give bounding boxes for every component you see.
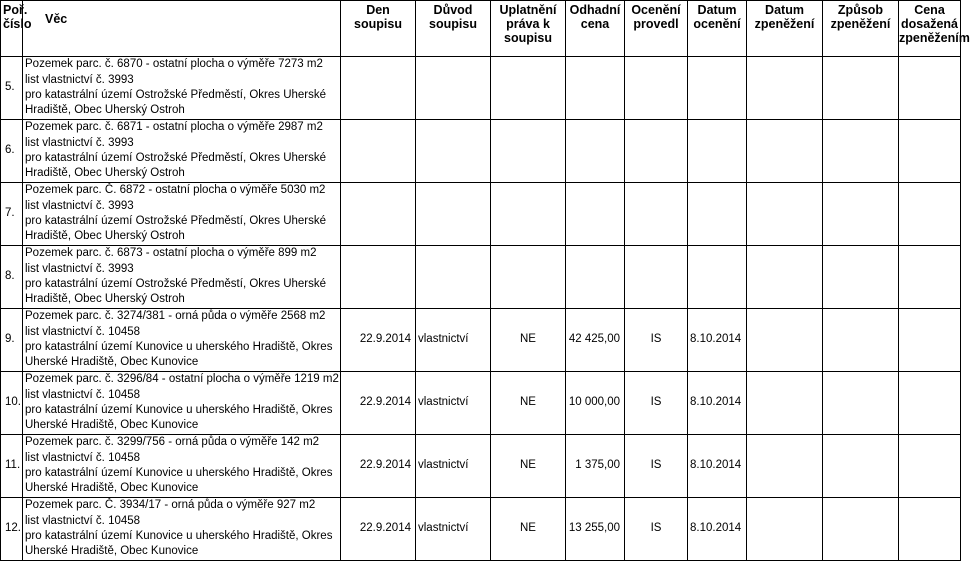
item-description-line: pro katastrální území Kunovice u uherského Hradiště, Okres	[25, 467, 333, 479]
claim-cell: NE	[491, 498, 566, 561]
item-description-line: list vlastnictví č. 10458	[25, 451, 141, 464]
item-description-line: pro katastrální území Kunovice u uherského Hradiště, Okres	[25, 341, 333, 353]
item-description	[23, 435, 341, 498]
price-cell: 13 255,00	[566, 498, 625, 561]
sale-date-cell	[747, 57, 823, 120]
header-appraisal-date: Datum ocenění	[688, 1, 747, 57]
price-cell: 42 425,00	[566, 309, 625, 372]
sale-method-cell	[823, 183, 899, 246]
header-record-date: Den soupisu	[341, 1, 416, 57]
sale-price-cell	[899, 435, 961, 498]
header-reason: Důvod soupisu	[416, 1, 491, 57]
item-description-line: pro katastrální území Ostrožské Předměstí, Okres Uherské	[25, 89, 327, 101]
price-cell: 1 375,00	[566, 435, 625, 498]
item-description	[23, 246, 341, 309]
claim-cell: NE	[491, 309, 566, 372]
appraisal-date-cell	[688, 120, 747, 183]
item-description-line: list vlastnictví č. 10458	[25, 514, 141, 527]
claim-cell	[491, 183, 566, 246]
sale-method-cell	[823, 246, 899, 309]
table-row	[1, 498, 961, 561]
sale-price-cell	[899, 57, 961, 120]
row-number: 7.	[1, 183, 23, 246]
record-date-cell	[341, 120, 416, 183]
item-description	[23, 120, 341, 183]
table-row	[1, 183, 961, 246]
header-sale-price: Cena dosažená zpeněžením	[899, 1, 961, 57]
sale-date-cell	[747, 435, 823, 498]
item-description-line: list vlastnictví č. 10458	[25, 388, 141, 401]
row-number: 10.	[1, 372, 23, 435]
claim-cell: NE	[491, 435, 566, 498]
item-description-line: Hradiště, Obec Uherský Ostroh	[25, 167, 185, 180]
header-sale-method: Způsob zpeněžení	[823, 1, 899, 57]
appraisal-cell: IS	[625, 372, 688, 435]
appraisal-cell	[625, 57, 688, 120]
reason-cell: vlastnictví	[416, 372, 491, 435]
item-description-line: Hradiště, Obec Uherský Ostroh	[25, 293, 185, 306]
appraisal-cell: IS	[625, 309, 688, 372]
sale-price-cell	[899, 120, 961, 183]
claim-cell	[491, 246, 566, 309]
price-cell	[566, 57, 625, 120]
appraisal-date-cell: 8.10.2014	[688, 435, 747, 498]
record-date-cell: 22.9.2014	[341, 309, 416, 372]
sale-date-cell	[747, 246, 823, 309]
reason-cell: vlastnictví	[416, 309, 491, 372]
price-cell	[566, 246, 625, 309]
item-description-line: pro katastrální území Kunovice u uherského Hradiště, Okres	[25, 530, 333, 542]
table-row	[1, 435, 961, 498]
appraisal-date-cell	[688, 183, 747, 246]
price-cell: 10 000,00	[566, 372, 625, 435]
header-appraisal: Ocenění provedl	[625, 1, 688, 57]
record-date-cell: 22.9.2014	[341, 498, 416, 561]
sale-method-cell	[823, 309, 899, 372]
record-date-cell	[341, 246, 416, 309]
record-date-cell: 22.9.2014	[341, 435, 416, 498]
item-description	[23, 57, 341, 120]
table-row	[1, 120, 961, 183]
reason-cell	[416, 183, 491, 246]
appraisal-cell	[625, 120, 688, 183]
record-date-cell: 22.9.2014	[341, 372, 416, 435]
item-description-line: pro katastrální území Ostrožské Předměstí, Okres Uherské	[25, 278, 327, 290]
item-description-line: Pozemek parc. č. 3296/84 - ostatní plocha o výměře 1219 m2	[25, 373, 339, 386]
reason-cell	[416, 57, 491, 120]
item-description-line: Hradiště, Obec Uherský Ostroh	[25, 230, 185, 243]
item-description-line: Uherské Hradiště, Obec Kunovice	[25, 482, 199, 495]
sale-price-cell	[899, 183, 961, 246]
item-description-line: Pozemek parc. Č. 3934/17 - orná půda o výměře 927 m2	[25, 499, 316, 512]
record-date-cell	[341, 57, 416, 120]
claim-cell	[491, 120, 566, 183]
reason-cell: vlastnictví	[416, 435, 491, 498]
sale-method-cell	[823, 372, 899, 435]
sale-date-cell	[747, 372, 823, 435]
sale-method-cell	[823, 120, 899, 183]
appraisal-cell: IS	[625, 498, 688, 561]
item-description-line: pro katastrální území Kunovice u uherského Hradiště, Okres	[25, 404, 333, 416]
price-cell	[566, 183, 625, 246]
sale-method-cell	[823, 57, 899, 120]
appraisal-cell	[625, 183, 688, 246]
item-description-line: Uherské Hradiště, Obec Kunovice	[25, 356, 199, 369]
item-description	[23, 183, 341, 246]
row-number: 6.	[1, 120, 23, 183]
item-description-line: Pozemek parc. č. 3274/381 - orná půda o výměře 2568 m2	[25, 310, 326, 323]
sale-date-cell	[747, 120, 823, 183]
row-number: 8.	[1, 246, 23, 309]
sale-method-cell	[823, 435, 899, 498]
item-description-line: pro katastrální území Ostrožské Předměstí, Okres Uherské	[25, 152, 327, 164]
header-sale-date: Datum zpeněžení	[747, 1, 823, 57]
price-cell	[566, 120, 625, 183]
item-description-line: Uherské Hradiště, Obec Kunovice	[25, 419, 199, 432]
table-row	[1, 372, 961, 435]
sale-method-cell	[823, 498, 899, 561]
appraisal-date-cell	[688, 246, 747, 309]
appraisal-date-cell	[688, 57, 747, 120]
table-row	[1, 309, 961, 372]
table-row	[1, 246, 961, 309]
item-description-line: Pozemek parc. Č. 6872 - ostatní plocha o výměře 5030 m2	[25, 184, 326, 197]
header-claim: Uplatnění práva k soupisu	[491, 1, 566, 57]
sale-price-cell	[899, 309, 961, 372]
record-date-cell	[341, 183, 416, 246]
item-description-line: Pozemek parc. č. 3299/756 - orná půda o výměře 142 m2	[25, 436, 320, 449]
item-description-line: list vlastnictví č. 3993	[25, 199, 134, 212]
appraisal-cell: IS	[625, 435, 688, 498]
header-price: Odhadní cena	[566, 1, 625, 57]
claim-cell	[491, 57, 566, 120]
item-description-line: Pozemek parc. č. 6873 - ostatní plocha o výměře 899 m2	[25, 247, 317, 260]
table-row	[1, 57, 961, 120]
sale-date-cell	[747, 183, 823, 246]
table-header-row	[1, 1, 961, 57]
sale-date-cell	[747, 498, 823, 561]
appraisal-date-cell: 8.10.2014	[688, 498, 747, 561]
item-description-line: list vlastnictví č. 10458	[25, 325, 141, 338]
item-description-line: list vlastnictví č. 3993	[25, 136, 134, 149]
item-description-line: Hradiště, Obec Uherský Ostroh	[25, 104, 185, 117]
item-description-line: pro katastrální území Ostrožské Předměstí, Okres Uherské	[25, 215, 327, 227]
row-number: 11.	[1, 435, 23, 498]
item-description	[23, 372, 341, 435]
reason-cell	[416, 246, 491, 309]
item-description-line: list vlastnictví č. 3993	[25, 73, 134, 86]
row-number: 5.	[1, 57, 23, 120]
row-number: 12.	[1, 498, 23, 561]
sale-price-cell	[899, 246, 961, 309]
item-description-line: Pozemek parc. č. 6870 - ostatní plocha o výměře 7273 m2	[25, 58, 323, 71]
item-description-line: Uherské Hradiště, Obec Kunovice	[25, 545, 199, 558]
sale-price-cell	[899, 372, 961, 435]
claim-cell: NE	[491, 372, 566, 435]
item-description	[23, 498, 341, 561]
appraisal-cell	[625, 246, 688, 309]
appraisal-date-cell: 8.10.2014	[688, 372, 747, 435]
header-num: Poř. číslo	[1, 1, 23, 57]
item-description-line: Pozemek parc. č. 6871 - ostatní plocha o výměře 2987 m2	[25, 121, 323, 134]
sale-price-cell	[899, 498, 961, 561]
reason-cell	[416, 120, 491, 183]
reason-cell: vlastnictví	[416, 498, 491, 561]
item-description	[23, 309, 341, 372]
header-item: Věc	[23, 1, 341, 57]
sale-date-cell	[747, 309, 823, 372]
row-number: 9.	[1, 309, 23, 372]
appraisal-date-cell: 8.10.2014	[688, 309, 747, 372]
item-description-line: list vlastnictví č. 3993	[25, 262, 134, 275]
